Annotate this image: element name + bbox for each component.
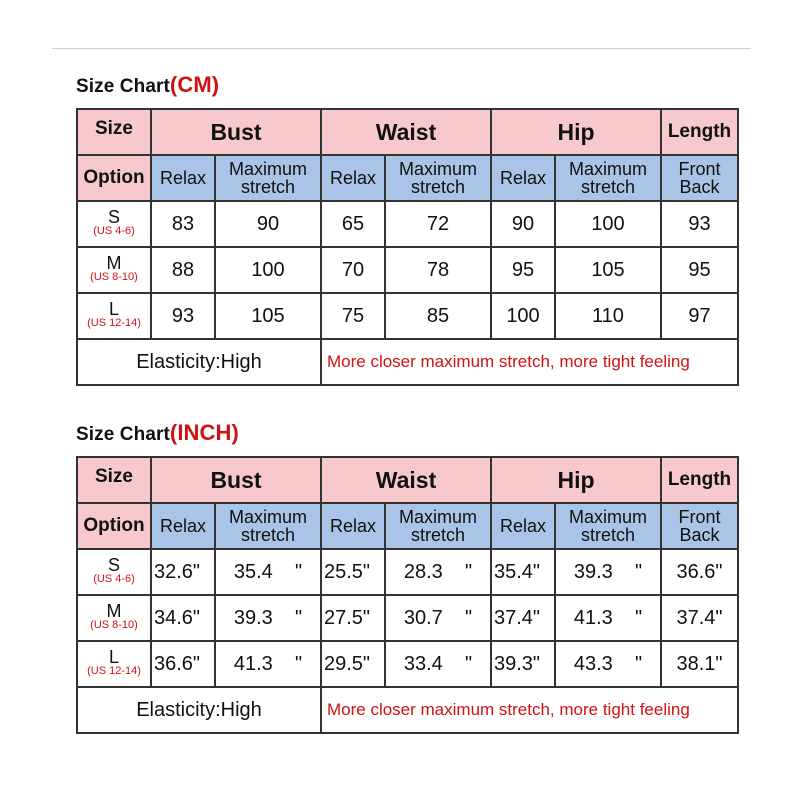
back-label: Back <box>679 525 720 545</box>
table-row <box>77 641 738 687</box>
size-cell <box>77 641 151 687</box>
bust-relax-value: 36.6" <box>151 641 215 687</box>
stretch-label: stretch <box>580 525 636 545</box>
bust-header: Bust <box>151 109 321 155</box>
hip-relax-header: Relax <box>491 155 555 201</box>
bust-max-value: 100 <box>215 247 321 293</box>
hip-max-value: 100 <box>555 201 661 247</box>
hip-relax-value: 90 <box>491 201 555 247</box>
footer-row <box>77 339 738 385</box>
length-value: 36.6" <box>661 549 738 595</box>
bust-header: Bust <box>151 457 321 503</box>
waist-max-value: 85 <box>385 293 491 339</box>
size-cell <box>77 201 151 247</box>
hip-max-value: 39.3 " <box>555 549 661 595</box>
size-letter: M <box>106 601 122 621</box>
option-header: Option <box>77 503 151 549</box>
bust-max-value: 39.3 " <box>215 595 321 641</box>
bust-max-value: 41.3 " <box>215 641 321 687</box>
option-header: Option <box>77 155 151 201</box>
bust-max-value: 105 <box>215 293 321 339</box>
hip-max-value: 110 <box>555 293 661 339</box>
size-letter: L <box>108 299 119 319</box>
cm-chart-title <box>76 72 219 98</box>
us-size: (US 12-14) <box>87 317 141 329</box>
hip-relax-value: 100 <box>491 293 555 339</box>
hip-relax-value: 35.4" <box>491 549 555 595</box>
waist-max-value: 72 <box>385 201 491 247</box>
size-header: Size <box>77 109 151 155</box>
top-divider <box>52 48 751 49</box>
front-label: Front <box>678 159 721 179</box>
us-size: (US 4-6) <box>93 225 135 237</box>
front-back-header <box>661 155 738 201</box>
size-cell <box>77 549 151 595</box>
waist-relax-value: 29.5" <box>321 641 385 687</box>
size-letter: S <box>107 555 120 575</box>
table-row <box>77 247 738 293</box>
size-cell <box>77 247 151 293</box>
title-prefix: Size Chart <box>76 424 170 445</box>
title-prefix: Size Chart <box>76 76 170 97</box>
bust-relax-header: Relax <box>151 155 215 201</box>
bust-relax-value: 32.6" <box>151 549 215 595</box>
length-header: Length <box>661 457 738 503</box>
us-size: (US 8-10) <box>90 619 138 631</box>
hip-header: Hip <box>491 457 661 503</box>
waist-max-value: 33.4 " <box>385 641 491 687</box>
length-value: 97 <box>661 293 738 339</box>
hip-relax-value: 39.3" <box>491 641 555 687</box>
max-label: Maximum <box>398 507 477 527</box>
title-unit: (CM) <box>169 72 220 97</box>
elasticity-label: Elasticity:High <box>77 339 321 385</box>
stretch-label: stretch <box>240 525 296 545</box>
hip-max-stretch-header <box>555 503 661 549</box>
bust-relax-header: Relax <box>151 503 215 549</box>
front-label: Front <box>678 507 721 527</box>
us-size: (US 4-6) <box>93 573 135 585</box>
group-header-row <box>77 457 738 503</box>
max-label: Maximum <box>228 507 307 527</box>
bust-max-stretch-header <box>215 503 321 549</box>
stretch-note: More closer maximum stretch, more tight feeling <box>321 687 738 733</box>
bust-relax-value: 88 <box>151 247 215 293</box>
size-letter: S <box>107 207 120 227</box>
us-size: (US 12-14) <box>87 665 141 677</box>
elasticity-label: Elasticity:High <box>77 687 321 733</box>
inch-size-table <box>76 456 739 734</box>
bust-relax-value: 93 <box>151 293 215 339</box>
title-unit: (INCH) <box>169 420 239 445</box>
size-letter: L <box>108 647 119 667</box>
hip-header: Hip <box>491 109 661 155</box>
hip-relax-value: 95 <box>491 247 555 293</box>
bust-max-stretch-header <box>215 155 321 201</box>
bust-max-value: 35.4 " <box>215 549 321 595</box>
max-label: Maximum <box>568 507 647 527</box>
us-size: (US 8-10) <box>90 271 138 283</box>
stretch-label: stretch <box>580 177 636 197</box>
size-cell <box>77 595 151 641</box>
waist-max-stretch-header <box>385 155 491 201</box>
size-header: Size <box>77 457 151 503</box>
hip-relax-header: Relax <box>491 503 555 549</box>
table-row <box>77 201 738 247</box>
hip-relax-value: 37.4" <box>491 595 555 641</box>
inch-chart-title <box>76 420 239 446</box>
length-header: Length <box>661 109 738 155</box>
bust-relax-value: 83 <box>151 201 215 247</box>
length-value: 38.1" <box>661 641 738 687</box>
waist-header: Waist <box>321 457 491 503</box>
waist-relax-value: 75 <box>321 293 385 339</box>
cm-size-table <box>76 108 739 386</box>
group-header-row <box>77 109 738 155</box>
waist-max-value: 78 <box>385 247 491 293</box>
waist-relax-value: 25.5" <box>321 549 385 595</box>
waist-relax-header: Relax <box>321 155 385 201</box>
size-letter: M <box>106 253 122 273</box>
waist-relax-value: 65 <box>321 201 385 247</box>
max-label: Maximum <box>398 159 477 179</box>
stretch-label: stretch <box>240 177 296 197</box>
table-row <box>77 293 738 339</box>
waist-relax-value: 27.5" <box>321 595 385 641</box>
max-label: Maximum <box>228 159 307 179</box>
length-value: 37.4" <box>661 595 738 641</box>
sub-header-row <box>77 155 738 201</box>
footer-row <box>77 687 738 733</box>
stretch-note: More closer maximum stretch, more tight feeling <box>321 339 738 385</box>
hip-max-value: 43.3 " <box>555 641 661 687</box>
waist-max-stretch-header <box>385 503 491 549</box>
max-label: Maximum <box>568 159 647 179</box>
table-row <box>77 549 738 595</box>
waist-relax-header: Relax <box>321 503 385 549</box>
waist-header: Waist <box>321 109 491 155</box>
length-value: 93 <box>661 201 738 247</box>
waist-max-value: 28.3 " <box>385 549 491 595</box>
stretch-label: stretch <box>410 525 466 545</box>
sub-header-row <box>77 503 738 549</box>
front-back-header <box>661 503 738 549</box>
length-value: 95 <box>661 247 738 293</box>
hip-max-stretch-header <box>555 155 661 201</box>
waist-relax-value: 70 <box>321 247 385 293</box>
size-cell <box>77 293 151 339</box>
bust-relax-value: 34.6" <box>151 595 215 641</box>
stretch-label: stretch <box>410 177 466 197</box>
hip-max-value: 41.3 " <box>555 595 661 641</box>
bust-max-value: 90 <box>215 201 321 247</box>
back-label: Back <box>679 177 720 197</box>
waist-max-value: 30.7 " <box>385 595 491 641</box>
table-row <box>77 595 738 641</box>
hip-max-value: 105 <box>555 247 661 293</box>
